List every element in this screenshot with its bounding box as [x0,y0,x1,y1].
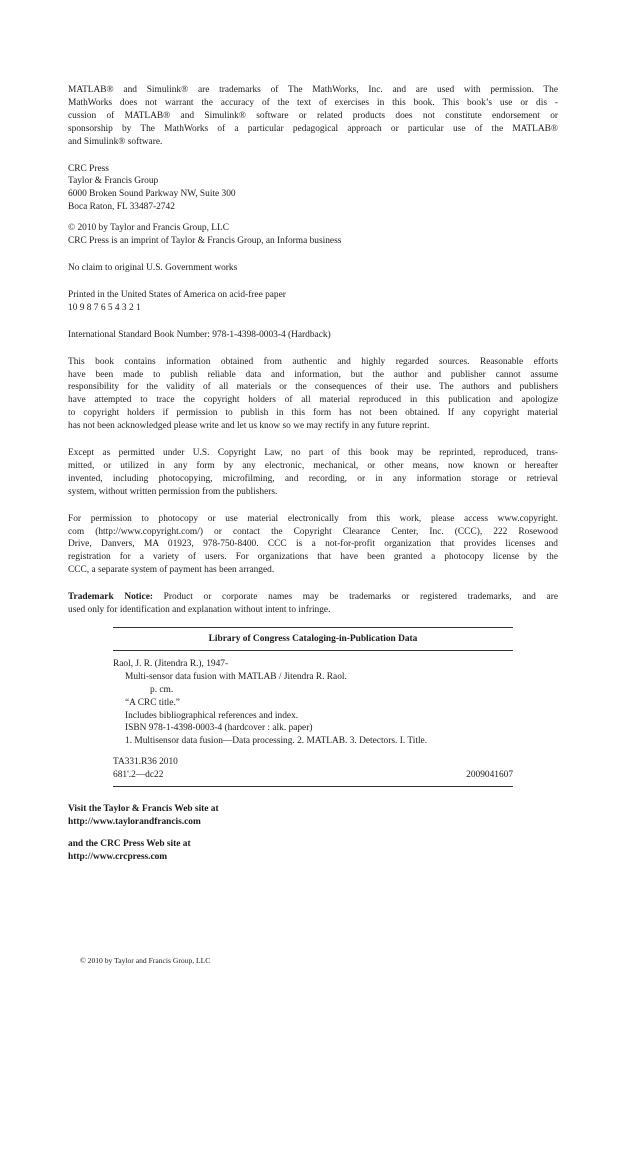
permission-paragraph [68,513,558,578]
paragraph-line: registration for a variety of users. For organizations that have been granted a photocopy license by the [68,552,558,563]
printing-info [68,289,558,315]
reliability-paragraph [68,356,558,433]
paragraph-line: Except as permitted under U.S. Copyright Law, no part of this book may be reprinted, reproduced, trans- [68,448,558,459]
no-claim-line: No claim to original U.S. Government works [68,262,238,273]
paragraph-line: mitted, or utilized in any form by any electronic, mechanical, or other means, now known or hereafter [68,460,558,471]
paragraph-line: For permission to photocopy or use material electronically from this work, please access www.copyright. [68,513,558,524]
cip-lccn: 2009041607 [466,770,513,781]
cip-book-title: Multi-sensor data fusion with MATLAB / Jitendra R. Raol. [125,671,347,682]
paragraph-line: This book contains information obtained from authentic and highly regarded sources. Reasonable efforts [68,356,558,367]
paragraph-line: invented, including photocopying, microfilming, and recording, or in any information storage or retrieval [68,473,558,484]
copyright-notice [68,222,558,248]
publisher-city: Boca Raton, FL 33487-2742 [68,202,175,213]
paragraph-line: have attempted to trace the copyright holders of all material reproduced in this publication and apologize [68,395,558,406]
no-claim-notice [68,262,558,275]
cip-subjects: 1. Multisensor data fusion—Data processing. 2. MATLAB. 3. Detectors. I. Title. [125,736,428,747]
trademark-paragraph [68,84,558,149]
cip-isbn: ISBN 978-1-4398-0003-4 (hardcover : alk. paper) [125,723,313,734]
tf-website-label: Visit the Taylor & Francis Web site at [68,804,219,815]
copyright-law-paragraph [68,447,558,499]
trademark-notice-label: Trademark Notice: [68,592,153,603]
publisher-address [68,163,558,215]
paragraph-line: cussion of MATLAB® and Simulink® software or related products does not constitute endorsement or [68,110,558,121]
trademark-notice [68,591,558,617]
cip-dewey-number: 681'.2—dc22 [113,770,164,781]
imprint-line: CRC Press is an imprint of Taylor & Francis Group, an Informa business [68,236,342,247]
paragraph-line: and Simulink® software. [68,136,163,147]
cip-biblio-note: Includes bibliographical references and index. [125,710,299,721]
page-footer: © 2010 by Taylor and Francis Group, LLC [80,956,211,965]
paragraph-line: CCC, a separate system of payment has been arranged. [68,565,275,576]
cip-series-note: “A CRC title.” [125,697,180,708]
paragraph-line: to copyright holders if permission to publish in this form has not been obtained. If any copyright material [68,408,558,419]
cip-entry [113,651,513,782]
isbn-notice [68,329,558,342]
paragraph-line: MathWorks does not warrant the accuracy of the text of exercises in this book. This book’s use or dis - [68,97,558,108]
crc-website-label: and the CRC Press Web site at [68,838,191,849]
cip-author: Raol, J. R. (Jitendra R.), 1947- [113,658,229,669]
copyright-page-body [68,84,558,864]
copyright-line: © 2010 by Taylor and Francis Group, LLC [68,223,229,234]
paragraph-line: has not been acknowledged please write and let us know so we may rectify in any future reprint. [68,421,430,432]
paragraph-line: com (http://www.copyright.com/) or contact the Copyright Clearance Center, Inc. (CCC), 222 Rosewood [68,526,558,537]
paragraph-line: Drive, Danvers, MA 01923, 978-750-8400. CCC is a not-for-profit organization that provides licenses and [68,539,558,550]
paragraph-line: have been made to publish reliable data and information, but the author and publisher cannot assume [68,369,558,380]
publisher-name: CRC Press [68,163,109,174]
print-run-line: 10 9 8 7 6 5 4 3 2 1 [68,302,141,313]
cip-classification [113,756,513,782]
isbn-line: International Standard Book Number: 978-1-4398-0003-4 (Hardback) [68,329,331,340]
cip-lc-call-number: TA331.R36 2010 [113,757,178,768]
tf-website-link[interactable]: http://www.taylorandfrancis.com [68,816,201,827]
trademark-notice-line [68,591,558,604]
publisher-street: 6000 Broken Sound Parkway NW, Suite 300 [68,189,236,200]
cip-bottom-rule [113,786,513,787]
web-links [68,803,558,864]
cip-pages: p. cm. [150,684,174,695]
paragraph-line: used only for identification and explanation without intent to infringe. [68,605,331,616]
cip-title: Library of Congress Cataloging-in-Publication Data [208,634,418,644]
crc-website-link[interactable]: http://www.crcpress.com [68,851,168,862]
paragraph-line: system, without written permission from the publishers. [68,486,278,497]
paragraph-line: sponsorship by The MathWorks of a particular pedagogical approach or particular use of the MATLAB® [68,123,558,134]
paragraph-line: MATLAB® and Simulink® are trademarks of The MathWorks, Inc. and are used with permission. The [68,85,558,95]
cip-block [113,627,513,787]
publisher-group: Taylor & Francis Group [68,176,159,187]
paragraph-line: responsibility for the validity of all materials or the consequences of their use. The authors and publishers [68,382,558,393]
trademark-notice-text: Product or corporate names may be trademarks or registered trademarks, and are [152,592,559,603]
printed-line: Printed in the United States of America on acid-free paper [68,289,286,300]
cip-dewey-row [113,769,513,782]
